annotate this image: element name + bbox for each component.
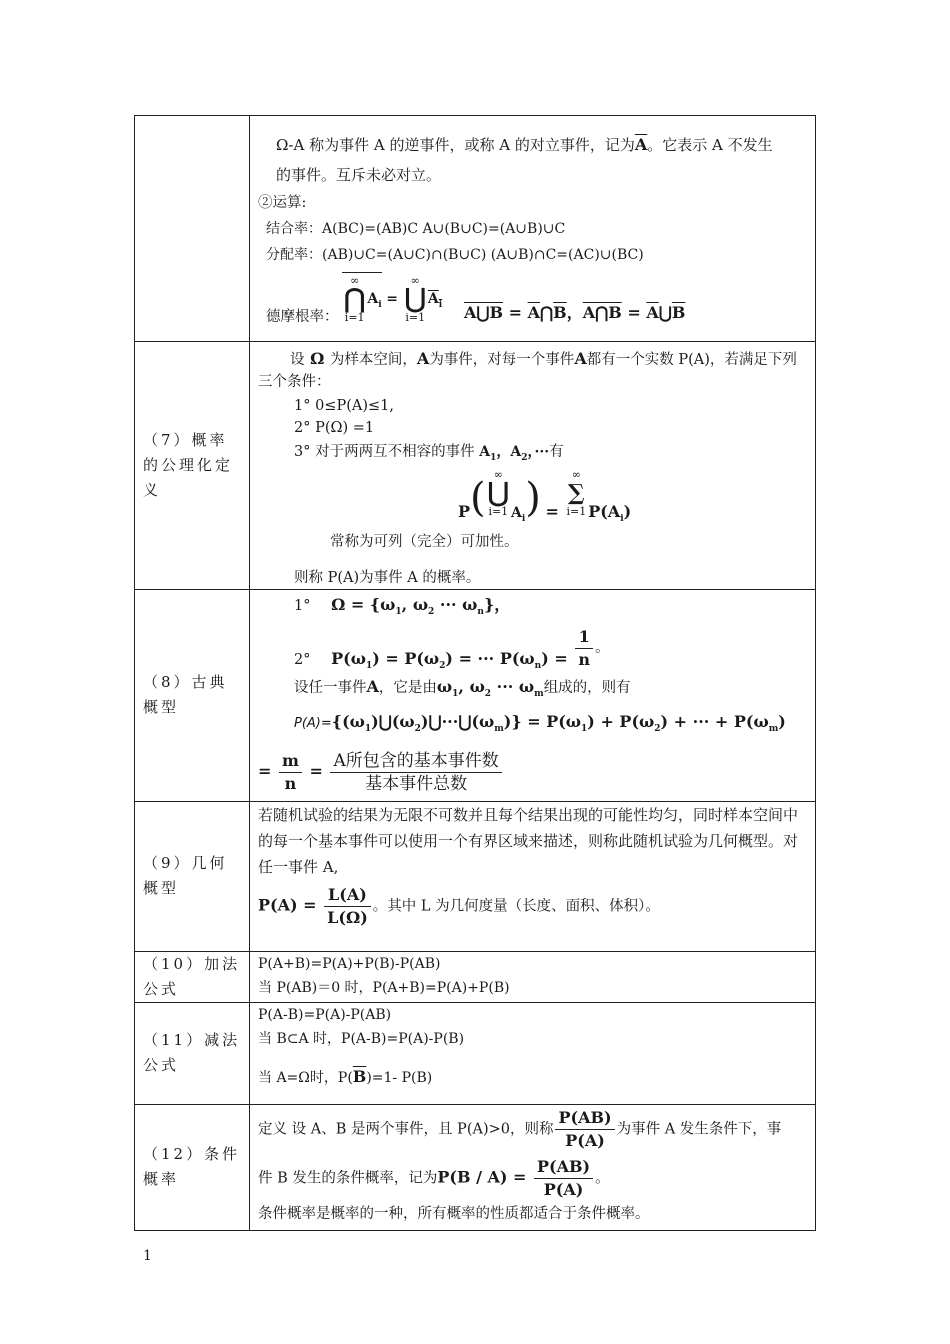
geometric-formula-tail: 。其中 L 为几何度量（长度、面积、体积）。 — [372, 898, 660, 915]
table-row-inverse-event — [135, 116, 816, 342]
step-1: 1° — [294, 597, 311, 614]
axiom-intro-c: 为事件，对每一个事件 — [429, 352, 575, 368]
event-composition-line: 设任一事件A，它是由$\omega_1$, $\omega_2$ ··· $\omega_m$组成的，则有 — [294, 676, 631, 699]
conditional-text-c: 件 B 发生的条件概率，记为 — [258, 1170, 438, 1187]
step-2: 2° — [294, 652, 311, 669]
row-content-classical-probability — [250, 589, 816, 801]
row-label-addition-formula: （10）加法公式 — [135, 951, 250, 1002]
demorgan-law — [258, 272, 809, 330]
row-label-classical-probability: （8）古典概型 — [135, 589, 250, 801]
distributive-law: 分配率：(AB)∪C=(A∪C)∩(B∪C) (A∪B)∩C=(AC)∪(BC) — [266, 247, 644, 263]
row-content-axiomatic-definition — [250, 342, 816, 590]
conditional-definition-line2: 件 B 发生的条件概率，记为P(B / A) = $\frac{P(AB)}{P(A)}$ 。 — [258, 1156, 610, 1199]
row-label-conditional-probability: （12）条件概率 — [135, 1104, 250, 1230]
complement-a-symbol: $\overline{A}$ — [634, 135, 648, 154]
row-label-empty — [135, 116, 250, 342]
axiom-condition-1: 1° 0≤P(A)≤1, — [294, 398, 394, 414]
inverse-event-line2: 的事件。互斥未必对立。 — [276, 166, 442, 184]
axiom-intro-b: 为样本空间， — [329, 352, 417, 368]
row-label-geometric-probability: （9）几何概型 — [135, 801, 250, 951]
operations-title: ②运算: — [258, 195, 307, 211]
event-text-c: 组成的，则有 — [543, 679, 631, 696]
classical-ratio-formula: = $\frac{m}{n}$ = $\frac{\text{A所包含的基本事件数}}{\text{基本事件总数}}$ — [258, 750, 809, 795]
pa-label: P(A)= — [294, 715, 332, 731]
row-label-subtraction-formula: （11）减法公式 — [135, 1002, 250, 1104]
row-content-inverse-event — [250, 116, 816, 342]
table-row-subtraction-formula — [135, 1002, 816, 1104]
axiom-intro: 设 Ω 为样本空间，A为事件，对每一个事件A都有一个实数 P(A)，若满足下列三个条件： — [258, 349, 797, 390]
table-row-addition-formula — [135, 951, 816, 1002]
probability-conclusion: 则称 P(A)为事件 A 的概率。 — [294, 569, 481, 586]
addition-disjoint: 当 P(AB)＝0 时，P(A+B)=P(A)+P(B) — [258, 979, 510, 996]
axiom-condition-3: 3° 对于两两互不相容的事件 $A_1$，$A_2$，···有 — [294, 444, 564, 463]
axiom-condition-3-tail: 有 — [549, 444, 564, 460]
inverse-event-text: Ω-A 称为事件 A 的逆事件，或称 A 的对立事件，记为 — [276, 136, 635, 154]
axiom-intro-d: 都有一个实数 P(A)，若满足下列三个条件： — [258, 352, 797, 390]
addition-general: P(A+B)=P(A)+P(B)-P(AB) — [258, 955, 441, 972]
event-text-b: ，它是由 — [378, 679, 437, 696]
formula-table — [134, 115, 816, 1231]
table-row-conditional-probability — [135, 1104, 816, 1230]
conditional-note: 条件概率是概率的一种，所有概率的性质都适合于条件概率。 — [258, 1205, 650, 1222]
complement-prefix: 当 A=Ω时，P( — [258, 1069, 353, 1086]
equal-probability-line: 2° $P(\omega_1) = P(\omega_2)$ = ··· $P(\omega_n)$ = $\frac{1}{n}$ 。 — [294, 626, 610, 672]
row-label-axiomatic-definition: （7）概率的公理化定义 — [135, 342, 250, 590]
conditional-text-b: 为事件 A 发生条件下，事 — [616, 1121, 782, 1138]
ratio-denominator: 基本事件总数 — [365, 774, 468, 795]
inverse-event-line1 — [258, 132, 809, 158]
conditional-definition-line1: 定义 设 A、B 是两个事件，且 P(A)>0，则称 $\frac{P(AB)}{P(A)}$ 为事件 A 发生条件下，事 — [258, 1107, 782, 1150]
axiom-intro-a: 设 — [290, 352, 305, 368]
row-content-geometric-probability — [250, 801, 816, 951]
axiom-condition-3-text: 3° 对于两两互不相容的事件 — [294, 444, 475, 460]
table-row-classical-probability — [135, 589, 816, 801]
countable-additivity-note: 常称为可列（完全）可加性。 — [330, 533, 519, 550]
page-number: 1 — [143, 1248, 152, 1264]
subtraction-complement: 当 A=Ω时，$P(\overline{B})=1-$ P(B) — [258, 1066, 433, 1086]
ratio-numerator: A所包含的基本事件数 — [330, 750, 501, 773]
row-content-conditional-probability — [250, 1104, 816, 1230]
subtraction-general: P(A-B)=P(A)-P(AB) — [258, 1006, 392, 1023]
sample-space-line: 1° $\Omega = \{\omega_1$, $\omega_2$ ··· $\omega_n$}， — [294, 594, 511, 617]
event-text-a: 设任一事件 — [294, 679, 367, 696]
event-probability-formula: $P(A)=\{(\omega_1)⋃(\omega_2)⋃\cdot\cdot\cdot⋃(\omega_m)\} = P(\omega_1) + P(\omega_2)$ + ··· + $P(\omega_m)$ — [294, 711, 786, 735]
geometric-definition: 若随机试验的结果为无限不可数并且每个结果出现的可能性均匀，同时样本空间中的每一个基本事件可以使用一个有界区域来描述，则称此随机试验为几何概型。对任一事件 A, — [258, 805, 799, 876]
demorgan-label: 德摩根率： — [266, 309, 339, 325]
table-row-geometric-probability — [135, 801, 816, 951]
inverse-event-tail: 。它表示 A 不发生 — [647, 136, 773, 154]
geometric-formula: P(A) = $\frac{L(A)}{L(\Omega)}$ 。其中 L 为几何度量（长度、面积、体积）。 — [258, 884, 660, 927]
subtraction-subset: 当 B⊂A 时，P(A-B)=P(A)-P(B) — [258, 1030, 465, 1047]
row-content-addition-formula — [250, 951, 816, 1002]
axiom-condition-2: 2° P(Ω) =1 — [294, 420, 375, 436]
table-row-axiomatic-definition — [135, 342, 816, 590]
demorgan-finite-formula: A⋃B = $\overline{A}⋂\overline{B}$，A⋂B = $\overline{A}⋃\overline{B}$ — [464, 303, 686, 322]
complement-suffix: )=1- P(B) — [366, 1069, 433, 1086]
conditional-text-a: 定义 设 A、B 是两个事件，且 P(A)>0，则称 — [258, 1121, 554, 1138]
associative-law: 结合率：A(BC)=(AB)C A∪(B∪C)=(A∪B)∪C — [266, 221, 566, 237]
demorgan-infinite-formula: ∞ ⋂ $i=1A_i$ = ∞ ⋃ $i=1A_i$ — [344, 274, 443, 324]
conditional-text-d: 。 — [595, 1170, 610, 1187]
row-content-subtraction-formula — [250, 1002, 816, 1104]
countable-additivity-formula: P(∞ ⋃ i=1 $A_i$) = ∞ ∑ i=1 $P(A_i)$ — [458, 467, 632, 524]
